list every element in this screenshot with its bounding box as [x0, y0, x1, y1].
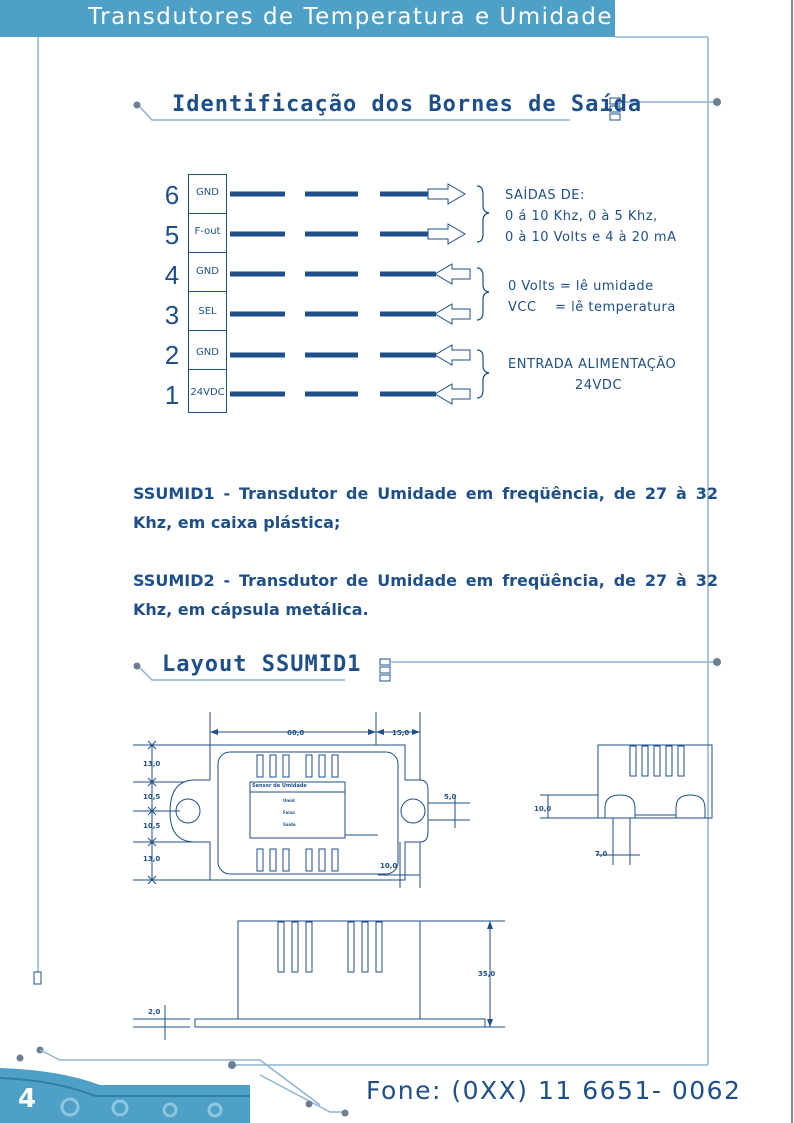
- label-plate-row: Saida: [283, 822, 296, 827]
- terminal-label: SEL: [198, 306, 217, 317]
- select-note-line: 0 Volts = lê umidade: [508, 279, 654, 294]
- terminal-number: 5: [164, 220, 180, 250]
- power-note-line: ENTRADA ALIMENTAÇÃO: [508, 357, 677, 372]
- terminal-number: 3: [164, 300, 180, 330]
- page-number: 4: [18, 1084, 37, 1114]
- terminal-number: 1: [164, 380, 180, 410]
- power-note-line: 24VDC: [575, 378, 623, 393]
- dim-label: 2,0: [148, 1008, 161, 1016]
- outputs-note-line: SAÍDAS DE:: [505, 188, 585, 203]
- label-plate-row: Umid: [283, 798, 295, 803]
- terminal-label: GND: [196, 347, 219, 358]
- outputs-note-line: 0 à 10 Volts e 4 à 20 mA: [505, 230, 677, 245]
- terminal-label: F-out: [194, 226, 221, 237]
- select-note-line: VCC = lê temperatura: [508, 300, 676, 315]
- page-header-title: Transdutores de Temperatura e Umidade: [88, 4, 613, 30]
- dim-label: 13,0: [143, 855, 161, 863]
- outputs-note-line: 0 á 10 Khz, 0 à 5 Khz,: [505, 209, 658, 224]
- section-title-terminals: Identificação dos Bornes de Saída: [172, 92, 643, 117]
- dim-label: 15,0: [392, 729, 410, 737]
- terminal-number: 6: [164, 180, 180, 210]
- paragraph-ssumid2: SSUMID2 - Transdutor de Umidade em freqüência, de 27 à 32 Khz, em cápsula metálica.: [133, 571, 718, 619]
- terminal-label: GND: [196, 187, 219, 198]
- terminal-number: 2: [164, 340, 180, 370]
- phone-number: Fone: (0XX) 11 6651- 0062: [366, 1076, 742, 1105]
- dim-label: 5,0: [444, 793, 457, 801]
- dim-label: 35,0: [478, 970, 496, 978]
- section-title-layout: Layout SSUMID1: [162, 652, 362, 677]
- dim-label: 10,0: [534, 805, 552, 813]
- dim-label: 10,5: [143, 822, 161, 830]
- terminal-label: GND: [196, 266, 219, 277]
- terminal-number: 4: [164, 260, 180, 290]
- terminal-label: 24VDC: [190, 387, 225, 398]
- dim-label: 60,0: [287, 729, 305, 737]
- label-plate-row: Faixa: [283, 810, 295, 815]
- dim-label: 10,5: [143, 793, 161, 801]
- dim-label: 7,0: [595, 850, 608, 858]
- label-plate-title: Sensor de Umidade: [252, 783, 307, 789]
- dim-label: 10,0: [380, 862, 398, 870]
- dim-label: 13,0: [143, 760, 161, 768]
- paragraph-ssumid1: SSUMID1 - Transdutor de Umidade em freqüência, de 27 à 32 Khz, em caixa plástica;: [133, 484, 718, 532]
